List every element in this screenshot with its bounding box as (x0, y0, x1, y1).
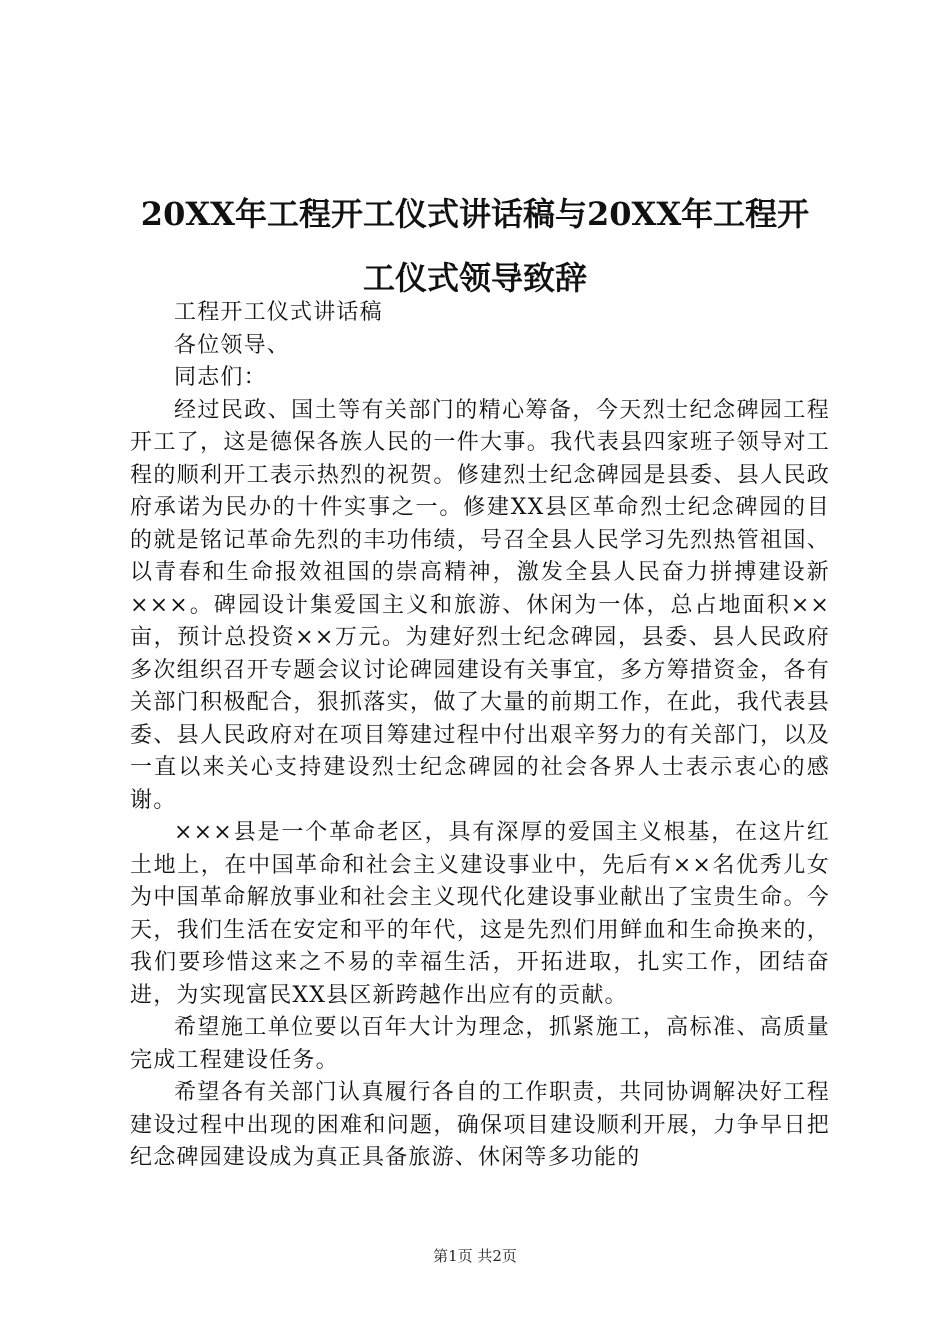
page-number-footer: 第1页 共2页 (433, 1247, 517, 1265)
document-body (130, 297, 830, 1175)
body-paragraph: 希望各有关部门认真履行各自的工作职责，共同协调解决好工程建设过程中出现的困难和问题，确保项目建设顺利开展，力争早日把纪念碑园建设成为真正具备旅游、休闲等多功能的 (130, 1080, 830, 1170)
title-line-1: 20XX年工程开工仪式讲话稿与20XX年工程开 (140, 195, 810, 233)
body-paragraph: ×××县是一个革命老区，具有深厚的爱国主义根基，在这片红土地上，在中国革命和社会主义建设事业中，先后有××名优秀儿女为中国革命解放事业和社会主义现代化建设事业献出了宝贵生命。今天，我们生活在安定和平的年代，这是先烈们用鲜血和生命换来的，我们要珍惜这来之不易的幸福生活，开拓进取，扎实工作，团结奋进，为实现富民XX县区新跨越作出应有的贡献。 (130, 820, 830, 1008)
salutation-comrades: 同志们： (174, 365, 267, 390)
speech-heading: 工程开工仪式讲话稿 (174, 300, 383, 325)
body-paragraph: 经过民政、国土等有关部门的精心筹备，今天烈士纪念碑园工程开工了，这是德保各族人民的一件大事。我代表县四家班子领导对工程的顺利开工表示热烈的祝贺。修建烈士纪念碑园是县委、县人民政府承诺为民办的十件实事之一。修建XX县区革命烈士纪念碑园的目的就是铭记革命先烈的丰功伟绩，号召全县人民学习先烈热管祖国、以青春和生命报效祖国的崇高精神，激发全县人民奋力拼搏建设新×××。碑园设计集爱国主义和旅游、休闲为一体，总占地面积××亩，预计总投资××万元。为建好烈士纪念碑园，县委、县人民政府多次组织召开专题会议讨论碑园建设有关事宜，多方筹措资金，各有关部门积极配合，狠抓落实，做了大量的前期工作，在此，我代表县委、县人民政府对在项目筹建过程中付出艰辛努力的有关部门，以及一直以来关心支持建设烈士纪念碑园的社会各界人士表示衷心的感谢。 (130, 397, 830, 813)
document-title (100, 182, 850, 310)
body-paragraph: 希望施工单位要以百年大计为理念，抓紧施工，高标准、高质量完成工程建设任务。 (130, 1015, 830, 1073)
title-line-2: 工仪式领导致辞 (362, 259, 587, 297)
salutation-leaders: 各位领导、 (174, 332, 291, 358)
